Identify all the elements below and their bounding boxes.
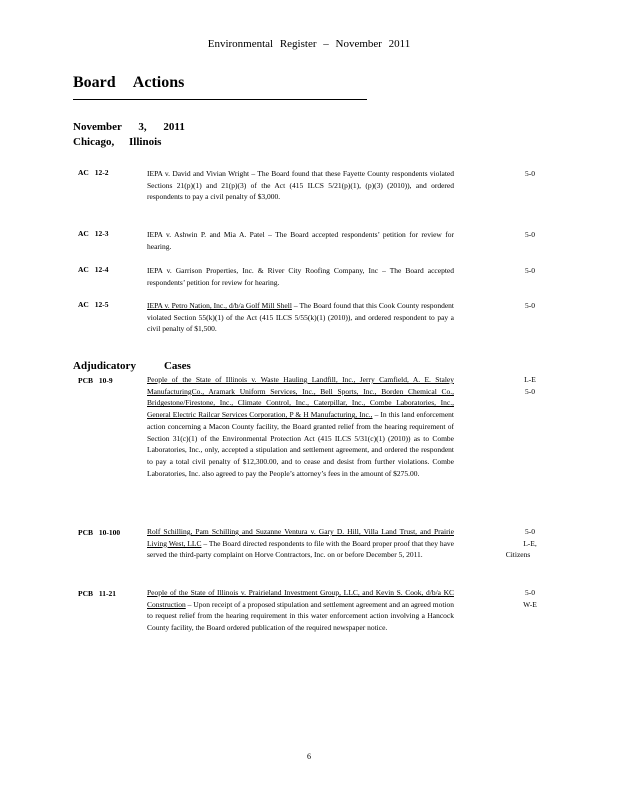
case-number: PCB 10-100 — [78, 528, 121, 537]
vote-tally: 5-0 — [525, 301, 535, 310]
case-caption: People of the State of Illinois v. Prairieland Investment Group, LLC, and Kevin S. Cook, d/b/a KC Construction — [147, 588, 454, 609]
vote-tally — [500, 374, 560, 397]
case-text — [147, 526, 454, 561]
vote-tally: 5-0 — [525, 169, 535, 178]
case-text — [147, 587, 454, 634]
case-number: PCB 11-21 — [78, 589, 116, 598]
vote-line: L-E, — [523, 538, 537, 548]
case-number: AC 12-3 — [78, 229, 109, 238]
case-caption: IEPA v. Petro Nation, Inc., d/b/a Golf Mill Shell — [147, 301, 292, 310]
case-text — [147, 374, 454, 479]
case-text: IEPA v. Ashwin P. and Mia A. Patel – The Board accepted respondents’ petition for review for hearing. — [147, 230, 454, 251]
vote-line: W-E — [523, 599, 537, 609]
title-rule — [73, 99, 367, 100]
case-summary: – The Board directed respondents to file with the Board proper proof that they have served the third-party complaint on Horve Contractors, Inc. on or before December 5, 2011. — [147, 538, 454, 560]
vote-tally — [500, 526, 560, 561]
vote-tally: 5-0 — [525, 266, 535, 275]
case-summary: – The Board found that this Cook County respondent violated Section 55(k)(1) of the Act (415 ILCS 5/55(k)(1) (2010)), and ordered respondent to pay a civil penalty of $1,500. — [147, 301, 454, 334]
vote-line: L-E — [524, 375, 536, 384]
meeting-date: November 3, 2011 — [73, 121, 185, 133]
page-header: Environmental Register – November 2011 — [207, 38, 411, 50]
case-number: AC 12-5 — [78, 300, 109, 309]
page-number: 6 — [307, 752, 311, 761]
case-text — [147, 300, 454, 335]
heading-part-1: Adjudicatory — [73, 360, 136, 372]
case-caption: Rolf Schilling, Pam Schilling and Suzanne Ventura v. Gary D. Hill, Villa Land Trust, and Prairie Living West, LLC — [147, 527, 454, 548]
heading-part-2: Cases — [163, 360, 191, 372]
vote-line: 5-0 — [525, 386, 535, 396]
case-text: IEPA v. David and Vivian Wright – The Board found that these Fayette County respondents violated Sections 21(p)(1) and 21(p)(3) of the Act (415 ILCS 5/21(p)(1), (p)(3) (2010)), and ordered respondents to pay a civil penalty of $3,000. — [147, 169, 454, 202]
vote-tally: 5-0 — [525, 230, 535, 239]
case-caption: People of the State of Illinois v. Waste Hauling Landfill, Inc., Jerry Camfield, A. E. Staley ManufacturingCo., Aramark Uniform Services, Inc., Bell Sports, Inc., Borden Chemical Co., Bridgestone/Firestone, Inc., Climate Control, Inc., Caterpillar, Inc., Combe Laboratories, Inc., General Electric Railcar Services Corporation, P & H Manufacturing, Inc., — [147, 375, 454, 420]
case-number: PCB 10-9 — [78, 376, 113, 385]
case-number: AC 12-2 — [78, 168, 109, 177]
section-title: Board Actions — [73, 74, 185, 91]
case-text: IEPA v. Garrison Properties, Inc. & River City Roofing Company, Inc – The Board accepted respondents’ petition for review for hearing. — [147, 266, 454, 287]
meeting-location: Chicago, Illinois — [73, 136, 162, 148]
case-summary: – In this land enforcement action concerning a Macon County facility, the Board granted relief from the hearing requirement of Section 31(c)(1) of the Environmental Protection Act (415 ILCS 5/31(c)(1) (2010)) as to Combe Laboratories, Inc., only, accepted a stipulation and settlement agreement, and ordered the respondent to pay a total civil penalty of $12,300.00, and to cease and desist from further violations. Combe Laboratories, Inc. also agreed to pay the People’s attorney’s fees in the amount of $275.00. — [147, 410, 454, 478]
vote-tally — [500, 587, 560, 610]
adjudicatory-heading — [73, 360, 191, 372]
meeting-info — [73, 120, 185, 150]
vote-line: 5-0 — [525, 588, 535, 597]
vote-line: 5-0 — [525, 527, 535, 536]
vote-line: Citizens — [505, 550, 531, 560]
case-number: AC 12-4 — [78, 265, 109, 274]
case-summary: – Upon receipt of a proposed stipulation and settlement agreement and an agreed motion to request relief from the hearing requirement in this water enforcement action involving a Hancock County facility, the Board ordered publication of the required newspaper notice. — [147, 599, 454, 633]
